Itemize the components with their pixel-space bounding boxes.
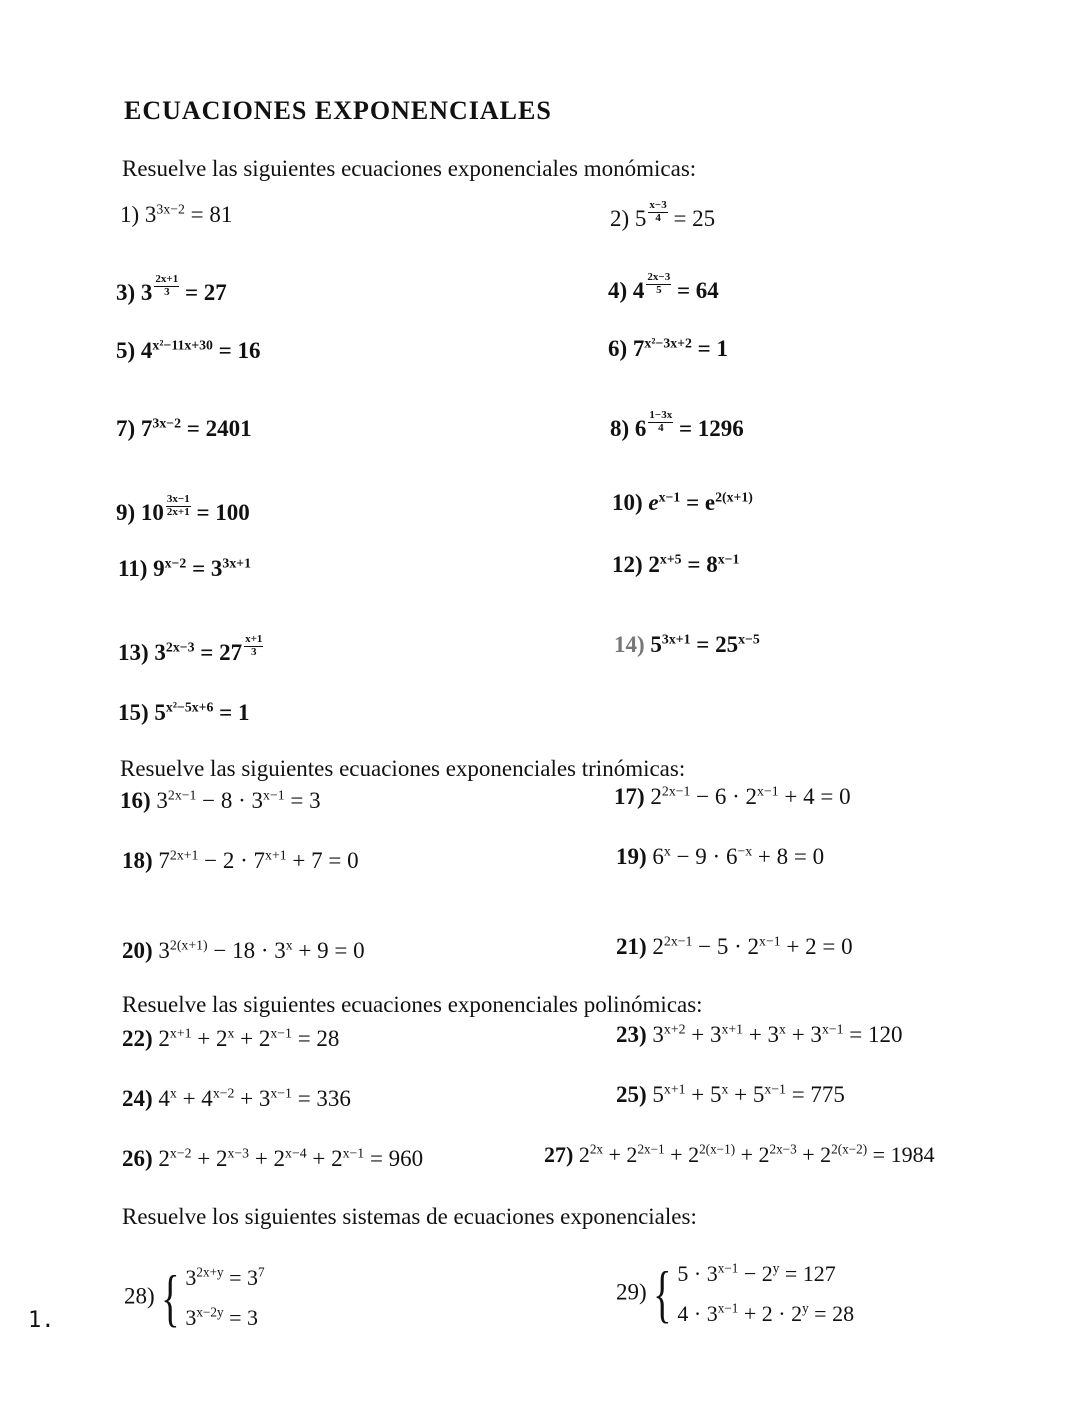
equation-14: 14) $5^{3x+1} = 25^{x-5}$ (614, 631, 760, 657)
equation-5: 5) $4^{x^2-11x+30} = 16$ (116, 337, 261, 363)
equation-26: 26) $2^{x-2} + 2^{x-3} + 2^{x-4} + 2^{x-1} = 960$ (122, 1145, 424, 1171)
equation-16: 16) $3^{2x-1} - 8 \cdot 3^{x-1} = 3$ (120, 787, 321, 813)
equation-21: 21) $2^{2x-1} - 5 \cdot 2^{x-1} + 2 = 0$ (616, 933, 853, 959)
system-28-line-1: $3^{2x+y} = 3^7$ (185, 1264, 265, 1290)
system-28: 28){ $3^{2x+y} = 3^7$ $3^{x-2y} = 3$ (124, 1258, 265, 1338)
equation-12: 12) $2^{x+5} = 8^{x-1}$ (612, 551, 740, 577)
section-trinomicas: Resuelve las siguientes ecuaciones exponenciales trinómicas: (120, 756, 686, 781)
system-29: 29){ $5 \cdot 3^{x-1} - 2^y = 127$ $4 \cdot 3^{x-1} + 2 \cdot 2^y = 28$ (616, 1254, 854, 1334)
equation-4: 4) 4 $\frac{2x-3}{5}$ = 64 (608, 271, 719, 303)
equation-27: 27) $2^{2x} + 2^{2x-1} + 2^{2(x-1)} + 2^{2x-3} + 2^{2(x-2)} = 1984$ (544, 1141, 935, 1167)
section-polinomicas: Resuelve las siguientes ecuaciones exponenciales polinómicas: (122, 992, 703, 1017)
equation-23: 23) $3^{x+2} + 3^{x+1} + 3^x + 3^{x-1} = 120$ (616, 1021, 903, 1047)
equation-8: 8) 6 $\frac{1-3x}{4}$ = 1296 (610, 409, 744, 441)
equation-7: 7) $7^{3x-2} = 2401$ (116, 415, 252, 441)
equation-24: 24) $4^x + 4^{x-2} + 3^{x-1} = 336$ (122, 1085, 351, 1111)
equation-10: 10) $e^{x-1} = e^{2(x+1)}$ (612, 489, 753, 515)
left-brace-icon: { (160, 1262, 180, 1333)
equation-19: 19) $6^x - 9 \cdot 6^{-x} + 8 = 0$ (616, 843, 825, 869)
system-29-line-1: $5 \cdot 3^{x-1} - 2^y = 127$ (677, 1260, 836, 1286)
equation-15: 15) $5^{x^2-5x+6} = 1$ (118, 699, 250, 725)
equation-1: 1) $3^{3x-2} = 81$ (120, 201, 233, 227)
equation-18: 18) $7^{2x+1} - 2 \cdot 7^{x+1} + 7 = 0$ (122, 847, 359, 873)
system-28-line-2: $3^{x-2y} = 3$ (185, 1304, 259, 1330)
equation-22: 22) $2^{x+1} + 2^x + 2^{x-1} = 28$ (122, 1025, 340, 1051)
system-29-line-2: $4 \cdot 3^{x-1} + 2 \cdot 2^y = 28$ (677, 1300, 855, 1326)
equation-9: 9) 10 $\frac{3x-1}{2x+1}$ = 100 (116, 493, 250, 525)
equation-17: 17) $2^{2x-1} - 6 \cdot 2^{x-1} + 4 = 0$ (614, 783, 851, 809)
section-monomicas: Resuelve las siguientes ecuaciones exponenciales monómicas: (122, 156, 697, 181)
equation-2: 2) 5 $\frac{x-3}{4}$ = 25 (610, 199, 716, 231)
equation-20: 20) $3^{2(x+1)} - 18 \cdot 3^x + 9 = 0$ (122, 937, 365, 963)
equation-13: 13) $3^{2x-3} = 27$ $\frac{x+1}{3}$ (118, 633, 263, 665)
page-number: 1. (28, 1308, 55, 1333)
page-title: ECUACIONES EXPONENCIALES (124, 96, 552, 125)
equation-11: 11) $9^{x-2} = 3^{3x+1}$ (118, 555, 251, 581)
equation-3: 3) 3 $\frac{2x+1}{3}$ = 27 (116, 273, 227, 305)
equation-25: 25) $5^{x+1} + 5^x + 5^{x-1} = 775$ (616, 1081, 845, 1107)
left-brace-icon: { (652, 1258, 672, 1329)
section-sistemas: Resuelve los siguientes sistemas de ecuaciones exponenciales: (122, 1204, 697, 1229)
equation-6: 6) $7^{x^2-3x+2} = 1$ (608, 335, 728, 361)
